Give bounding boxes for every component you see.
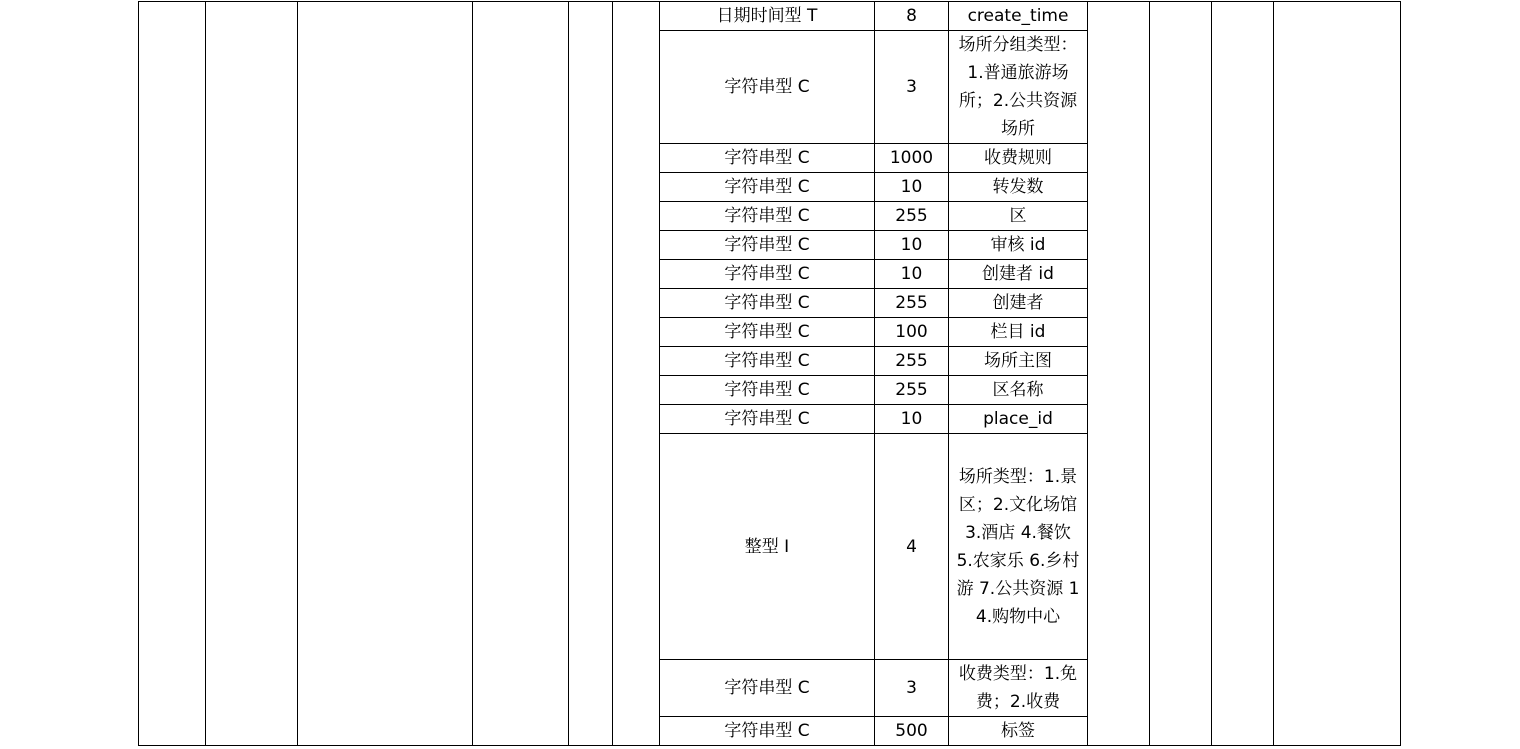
- field-description-cell: 收费类型：1.免费；2.收费: [949, 660, 1088, 717]
- field-definition-table: [138, 1, 1401, 746]
- field-type-cell: 字符串型 C: [660, 173, 875, 202]
- field-type-cell: 字符串型 C: [660, 347, 875, 376]
- field-length-cell: 1000: [875, 144, 949, 173]
- field-type-cell: 日期时间型 T: [660, 2, 875, 31]
- field-type-cell: 字符串型 C: [660, 405, 875, 434]
- field-length-cell: 255: [875, 376, 949, 405]
- field-description-cell: 审核 id: [949, 231, 1088, 260]
- empty-trailing-cell-4: [1274, 2, 1401, 746]
- empty-trailing-cell-2: [1150, 2, 1212, 746]
- field-length-cell: 10: [875, 231, 949, 260]
- field-length-cell: 10: [875, 173, 949, 202]
- field-type-cell: 字符串型 C: [660, 660, 875, 717]
- field-length-cell: 4: [875, 434, 949, 660]
- field-description-cell: place_id: [949, 405, 1088, 434]
- field-description-cell: 转发数: [949, 173, 1088, 202]
- field-type-cell: 字符串型 C: [660, 717, 875, 746]
- empty-column-cell-2: [206, 2, 298, 746]
- field-length-cell: 255: [875, 202, 949, 231]
- empty-column-cell-4: [473, 2, 569, 746]
- field-description-cell: 栏目 id: [949, 318, 1088, 347]
- field-type-cell: 字符串型 C: [660, 231, 875, 260]
- field-description-cell: 场所类型：1.景区；2.文化场馆 3.酒店 4.餐饮 5.农家乐 6.乡村游 7.公共资源 14.购物中心: [949, 434, 1088, 660]
- field-description-cell: create_time: [949, 2, 1088, 31]
- field-length-cell: 3: [875, 660, 949, 717]
- field-description-cell: 创建者 id: [949, 260, 1088, 289]
- field-description-cell: 场所分组类型：1.普通旅游场所；2.公共资源场所: [949, 31, 1088, 144]
- field-type-cell: 字符串型 C: [660, 376, 875, 405]
- field-length-cell: 3: [875, 31, 949, 144]
- table-row: [139, 2, 1401, 31]
- field-description-cell: 收费规则: [949, 144, 1088, 173]
- field-type-cell: 整型 I: [660, 434, 875, 660]
- empty-trailing-cell-1: [1088, 2, 1150, 746]
- field-description-cell: 创建者: [949, 289, 1088, 318]
- empty-column-cell-6: [613, 2, 660, 746]
- field-length-cell: 255: [875, 347, 949, 376]
- field-description-cell: 场所主图: [949, 347, 1088, 376]
- field-type-cell: 字符串型 C: [660, 202, 875, 231]
- field-type-cell: 字符串型 C: [660, 289, 875, 318]
- table-body: [139, 2, 1401, 746]
- field-length-cell: 8: [875, 2, 949, 31]
- field-length-cell: 255: [875, 289, 949, 318]
- empty-column-cell-3: [298, 2, 473, 746]
- field-length-cell: 500: [875, 717, 949, 746]
- field-length-cell: 10: [875, 260, 949, 289]
- field-description-cell: 区: [949, 202, 1088, 231]
- field-type-cell: 字符串型 C: [660, 31, 875, 144]
- empty-trailing-cell-3: [1212, 2, 1274, 746]
- field-description-cell: 区名称: [949, 376, 1088, 405]
- field-type-cell: 字符串型 C: [660, 260, 875, 289]
- field-description-cell: 标签: [949, 717, 1088, 746]
- field-length-cell: 10: [875, 405, 949, 434]
- empty-column-cell-5: [569, 2, 613, 746]
- field-length-cell: 100: [875, 318, 949, 347]
- field-type-cell: 字符串型 C: [660, 144, 875, 173]
- empty-column-cell-1: [139, 2, 206, 746]
- field-type-cell: 字符串型 C: [660, 318, 875, 347]
